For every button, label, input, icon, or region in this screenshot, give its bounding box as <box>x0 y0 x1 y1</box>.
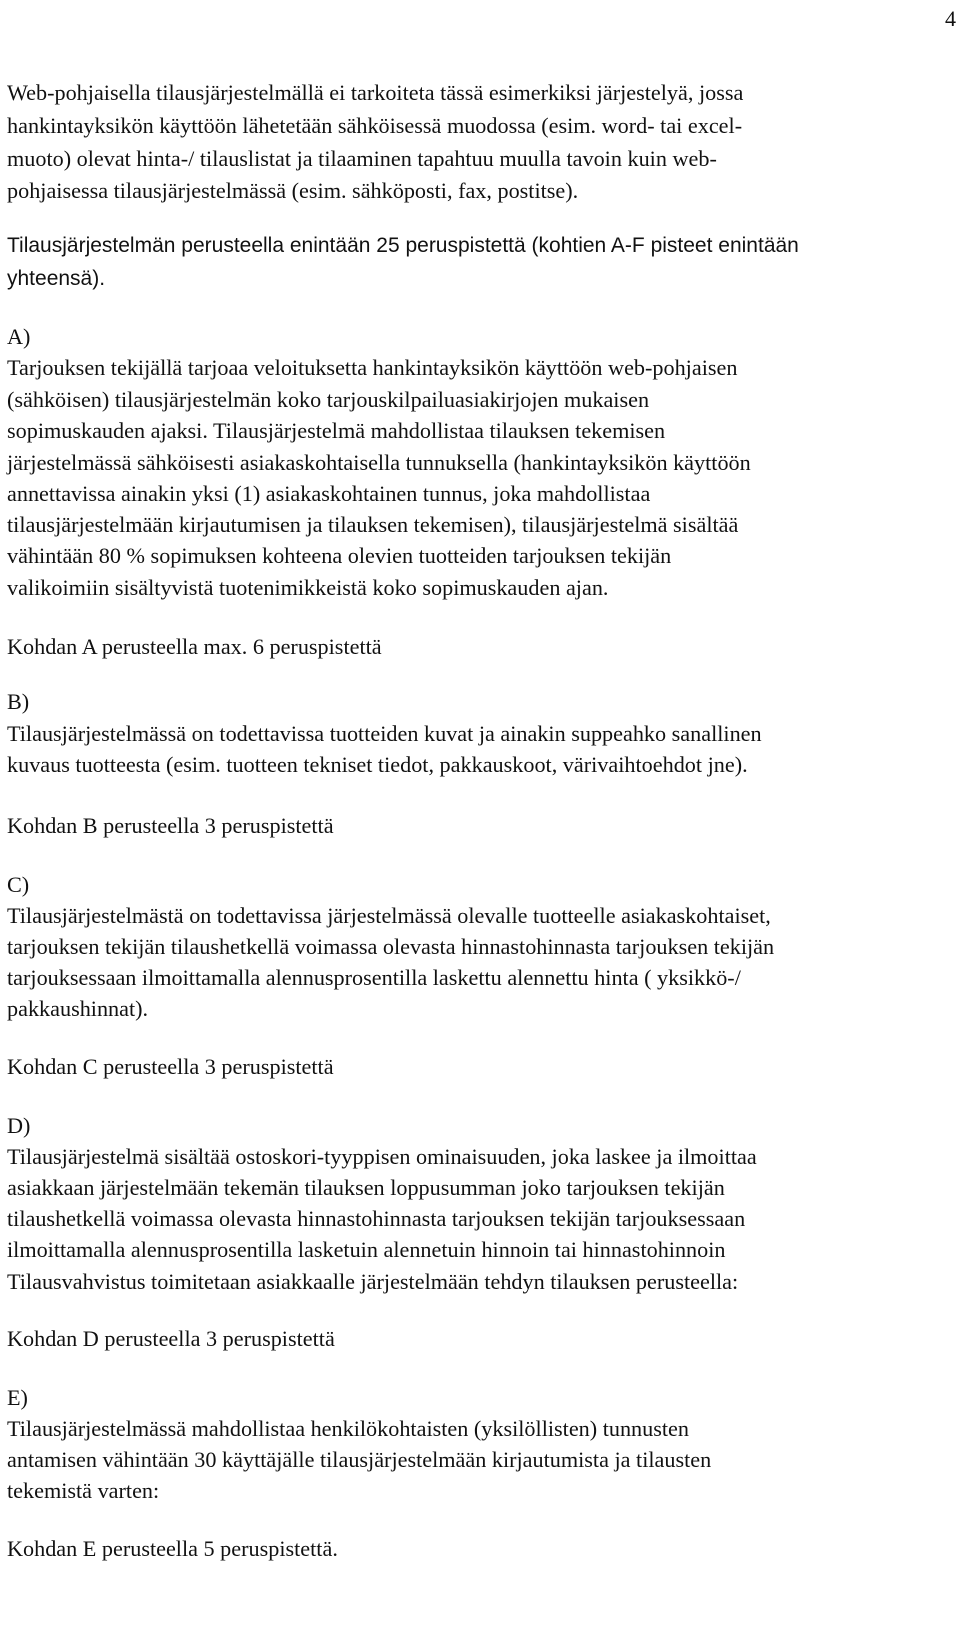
text-line: valikoimiin sisältyvistä tuotenimikkeistä koko sopimuskauden ajan. <box>7 575 609 600</box>
text-line: Tilausjärjestelmästä on todettavissa järjestelmässä olevalle tuotteelle asiakaskohtaiset, <box>7 903 771 928</box>
text-line: asiakkaan järjestelmään tekemän tilauksen loppusumman joko tarjouksen tekijän <box>7 1175 725 1200</box>
text-line: Kohdan B perusteella 3 peruspistettä <box>7 813 334 838</box>
text-line: Kohdan D perusteella 3 peruspistettä <box>7 1326 335 1351</box>
text-line: hankintayksikön käyttöön lähetetään sähköisessä muodossa (esim. word- tai excel- <box>7 113 743 138</box>
text-line: ilmoittamalla alennusprosentilla lasketuin alennetuin hinnoin tai hinnastohinnoin <box>7 1237 726 1262</box>
text-line: yhteensä). <box>7 267 106 290</box>
text-line: antamisen vähintään 30 käyttäjälle tilausjärjestelmään kirjautumista ja tilausten <box>7 1447 712 1472</box>
text-line: tarjouksen tekijän tilaushetkellä voimassa olevasta hinnastohinnasta tarjouksen tekijän <box>7 934 775 959</box>
text-line: B) <box>7 689 30 714</box>
text-line: C) <box>7 872 30 897</box>
text-line: E) <box>7 1385 28 1410</box>
text-line: muoto) olevat hinta-/ tilauslistat ja tilaaminen tapahtuu muulla tavoin kuin web- <box>7 146 717 171</box>
text-line: pakkaushinnat). <box>7 996 149 1021</box>
text-line: Kohdan E perusteella 5 peruspistettä. <box>7 1536 338 1561</box>
text-line: Kohdan C perusteella 3 peruspistettä <box>7 1054 334 1079</box>
text-line: kuvaus tuotteesta (esim. tuotteen tekniset tiedot, pakkauskoot, värivaihtoehdot jne). <box>7 752 748 777</box>
page-number: 4 <box>945 6 956 31</box>
text-line: pohjaisessa tilausjärjestelmässä (esim. sähköposti, fax, postitse). <box>7 178 579 203</box>
text-line: (sähköisen) tilausjärjestelmän koko tarjouskilpailuasiakirjojen mukaisen <box>7 387 650 412</box>
text-line: vähintään 80 % sopimuksen kohteena olevien tuotteiden tarjouksen tekijän <box>7 543 672 568</box>
text-line: Web-pohjaisella tilausjärjestelmällä ei tarkoiteta tässä esimerkiksi järjestelyä, jossa <box>7 80 744 105</box>
text-line: Tilausjärjestelmässä mahdollistaa henkilökohtaisten (yksilöllisten) tunnusten <box>7 1416 689 1441</box>
text-line: Tilausjärjestelmä sisältää ostoskori-tyyppisen ominaisuuden, joka laskee ja ilmoittaa <box>7 1144 757 1169</box>
text-line: tilausjärjestelmään kirjautumisen ja tilauksen tekemisen), tilausjärjestelmä sisältää <box>7 512 739 537</box>
text-line: Kohdan A perusteella max. 6 peruspistettä <box>7 634 382 659</box>
text-line: Tilausjärjestelmässä on todettavissa tuotteiden kuvat ja ainakin suppeahko sanallinen <box>7 721 762 746</box>
text-line: A) <box>7 324 31 349</box>
text-line: Tilausvahvistus toimitetaan asiakkaalle järjestelmään tehdyn tilauksen perusteella: <box>7 1269 739 1294</box>
text-line: D) <box>7 1113 31 1138</box>
text-line: tilaushetkellä voimassa olevasta hinnastohinnasta tarjouksen tekijän tarjouksessaan <box>7 1206 746 1231</box>
text-line: Tilausjärjestelmän perusteella enintään 25 peruspistettä (kohtien A-F pisteet enintään <box>7 234 799 257</box>
text-line: sopimuskauden ajaksi. Tilausjärjestelmä mahdollistaa tilauksen tekemisen <box>7 418 666 443</box>
text-line: annettavissa ainakin yksi (1) asiakaskohtainen tunnus, joka mahdollistaa <box>7 481 651 506</box>
text-line: Tarjouksen tekijällä tarjoaa veloituksetta hankintayksikön käyttöön web-pohjaisen <box>7 355 738 380</box>
text-line: järjestelmässä sähköisesti asiakaskohtaisella tunnuksella (hankintayksikön käyttöön <box>7 450 751 475</box>
text-line: tekemistä varten: <box>7 1478 160 1503</box>
text-line: tarjouksessaan ilmoittamalla alennusprosentilla laskettu alennettu hinta ( yksikkö-/ <box>7 965 741 990</box>
